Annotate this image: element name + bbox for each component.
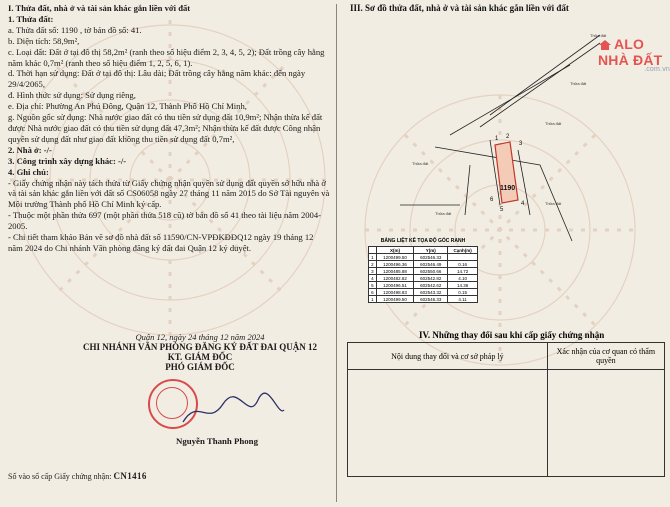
coord-row (369, 268, 478, 275)
watermark-brand: ALO NHÀ ĐẤT (598, 36, 663, 68)
usage-term: d. Thời hạn sử dụng: Đất ở tại đô thị: Lâu dài; Đất trồng cây hằng năm khác: đến ngày 29/4/2065, (8, 68, 306, 90)
coord-cell: 1200496.36 (376, 261, 414, 268)
changes-empty-row (348, 370, 665, 477)
map-annotation: Thửa đất (570, 81, 587, 86)
changes-col-content: Nội dung thay đổi và cơ sở pháp lý (348, 343, 548, 370)
coord-header: X(m) (376, 247, 414, 254)
map-section-header (340, 3, 665, 13)
section-3-title: III. Sơ đồ thửa đất, nhà ở và tài sản khác gắn liền với đất (350, 3, 569, 13)
coord-cell: 1200499.50 (376, 296, 414, 303)
changes-cell (348, 370, 548, 477)
coordinate-table-title: BẢNG LIỆT KÊ TỌA ĐỘ GÓC RANH (380, 238, 466, 244)
changes-cell (547, 370, 664, 477)
serial-value: CN1416 (113, 471, 147, 481)
coordinate-table (368, 238, 478, 303)
point-label: 2 (506, 134, 510, 140)
coord-cell: 602542.82 (414, 275, 448, 282)
map-annotation: Thửa đất (435, 211, 452, 216)
coord-cell: 1 (369, 296, 377, 303)
coord-cell: 0.15 (448, 289, 478, 296)
coord-cell: 1 (369, 254, 377, 261)
coord-cell: 14.72 (448, 268, 478, 275)
watermark-logo (598, 36, 670, 73)
map-annotation: Thửa đất (590, 33, 607, 38)
changes-table (347, 342, 665, 477)
changes-section (347, 330, 665, 477)
note-item: - Chi tiết tham khảo Bản vẽ sơ đồ nhà đất số 11590/CN-VPĐKĐĐQ12 ngày 19 tháng 12 năm 2024 do Chi nhánh Văn phòng đăng ký đất đai Quận 12 ký duyệt. (8, 232, 314, 253)
map-annotation: Thửa đất (545, 121, 562, 126)
coord-cell: 1200498.83 (376, 289, 414, 296)
note-item: - Thuộc một phần thửa 697 (một phần thửa 518 cũ) tờ bản đồ số 41 theo tài liệu năm 2004-2005. (8, 210, 321, 232)
coord-cell: 602542.62 (414, 282, 448, 289)
parcel-address: e. Địa chỉ: Phường An Phú Đông, Quận 12, Thành Phố Hồ Chí Minh, (8, 101, 247, 112)
coord-cell: 14.36 (448, 282, 478, 289)
coord-cell: 4 (369, 275, 377, 282)
construction-info: 3. Công trình xây dựng khác: -/- (8, 155, 127, 166)
coord-cell: 6 (369, 289, 377, 296)
coord-cell: 602550.66 (414, 268, 448, 275)
parcel-boundary (465, 165, 470, 215)
map-annotation: Thửa đất (412, 161, 429, 166)
serial-number-row (8, 471, 147, 481)
coord-cell (448, 254, 478, 261)
road-boundary (490, 35, 600, 115)
usage-origin: g. Nguồn gốc sử dụng: Nhà nước giao đất có thu tiền sử dụng đất 10,9m²; Nhận thừa kế đất được Nhà nước giao đất có thu tiền sử dụng đất 47,3m²; Nhận thừa kế đất được Công nhận quyền sử dụng đất như giao đất không thu tiền sử dụng đất 0,7m², (8, 112, 323, 144)
coord-cell: 0.16 (448, 261, 478, 268)
kt-director: KT. GIÁM ĐỐC (167, 352, 233, 362)
coord-row (369, 275, 478, 282)
notes-heading: 4. Ghi chú: (8, 166, 49, 177)
coord-header: Cạnh(m) (448, 247, 478, 254)
watermark-domain: .com.vn (644, 66, 670, 73)
point-label: 4 (521, 201, 525, 207)
serial-label: Số vào sổ cấp Giấy chứng nhận: (8, 472, 112, 481)
coord-row (369, 254, 478, 261)
usage-form: đ. Hình thức sử dụng: Sử dụng riêng, (8, 90, 136, 101)
deputy-director: PHÓ GIÁM ĐỐC (165, 362, 235, 372)
changes-title: IV. Những thay đổi sau khi cấp giấy chứng nhận (419, 330, 605, 340)
point-label: 6 (490, 197, 494, 203)
coord-cell: 602543.32 (414, 289, 448, 296)
handwritten-signature (178, 392, 288, 432)
coord-cell: 3 (369, 268, 377, 275)
coord-cell: 602546.33 (414, 254, 448, 261)
house-icon (598, 39, 612, 51)
house-info: 2. Nhà ở: -/- (8, 144, 52, 155)
section-1-title: I. Thửa đất, nhà ở và tài sản khác gắn liền với đất (8, 3, 191, 13)
coord-cell: 1200485.88 (376, 268, 414, 275)
coord-cell: 602546.33 (414, 296, 448, 303)
parcel-heading: 1. Thửa đất: (8, 13, 54, 24)
coord-cell: 5 (369, 282, 377, 289)
coord-cell: 4.10 (448, 275, 478, 282)
coord-row (369, 289, 478, 296)
coord-cell: 2 (369, 261, 377, 268)
signature-block (80, 332, 320, 446)
point-label: 1 (495, 136, 499, 142)
point-label: 3 (519, 141, 523, 147)
coord-cell: 4.11 (448, 296, 478, 303)
coord-row (369, 296, 478, 303)
land-info-section (8, 3, 330, 254)
parcel-area: b. Diện tích: 58,9m², (8, 35, 80, 46)
parcel-number-label: 1190 (500, 185, 516, 192)
issuing-office: CHI NHÁNH VĂN PHÒNG ĐĂNG KÝ ĐẤT ĐAI QUẬN 12 (83, 342, 317, 352)
coord-row (369, 282, 478, 289)
point-label: 5 (500, 207, 504, 213)
coord-row (369, 261, 478, 268)
note-item: - Giấy chứng nhận này tách thửa từ Giấy chứng nhận quyền sử dụng đất quyền sở hữu nhà ở và tài sản khác gắn liền với đất số CS06058 ngày 27 tháng 11 năm 2015 do Sở Tài nguyên và Môi trường Thành phố Hồ Chí Minh ký cấp. (8, 177, 330, 210)
parcel-number: a. Thửa đất số: 1190 , tờ bản đồ số: 41. (8, 24, 142, 35)
coord-cell: 602546.49 (414, 261, 448, 268)
signer-name: Nguyễn Thanh Phong (176, 436, 258, 446)
changes-col-confirm: Xác nhận của cơ quan có thẩm quyền (547, 343, 664, 370)
map-annotation: Thửa đất (545, 201, 562, 206)
coord-cell: 1200482.82 (376, 275, 414, 282)
coord-header: Y(m) (414, 247, 448, 254)
coord-header (369, 247, 377, 254)
issue-date: Quận 12, ngày 24 tháng 12 năm 2024 (135, 332, 265, 342)
land-type: c. Loại đất: Đất ở tại đô thị 58,2m² (ranh theo số hiệu điểm 2, 3, 4, 5, 2); Đất trồng cây hằng năm khác 0,7m² (ranh theo số hiệu điểm 1, 2, 5, 6, 1). (8, 46, 325, 68)
coord-cell: 1200499.50 (376, 254, 414, 261)
coord-cell: 1200496.51 (376, 282, 414, 289)
column-divider (336, 4, 337, 502)
